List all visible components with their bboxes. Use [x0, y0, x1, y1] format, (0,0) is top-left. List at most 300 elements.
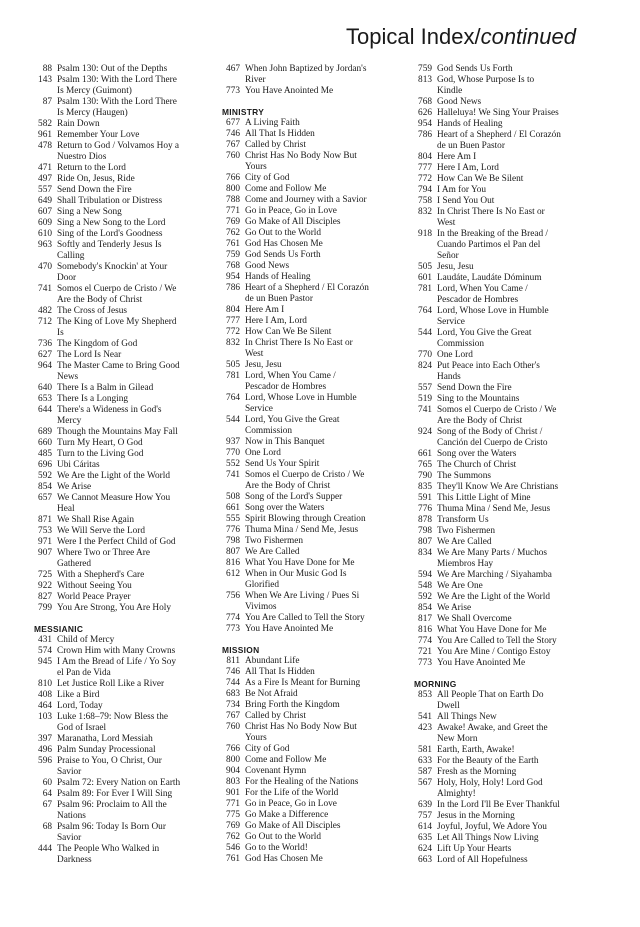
hymn-number: 774 — [418, 636, 432, 646]
hymn-title: Here I Am, Lord — [437, 163, 499, 173]
hymn-title-continued: de un Buen Pastor — [245, 294, 313, 304]
index-entry — [414, 185, 584, 196]
hymn-title: For the Healing of the Nations — [245, 777, 359, 787]
hymn-title: Jesu, Jesu — [245, 360, 282, 370]
hymn-title-block — [437, 427, 584, 438]
hymn-title-continued: Señor — [437, 251, 459, 261]
hymn-title: Turn to the Living God — [57, 449, 144, 459]
hymn-title-continued: News — [57, 372, 79, 382]
index-entry — [222, 525, 394, 536]
hymn-title-continued: Darkness — [57, 855, 92, 865]
hymn-title: Were I the Perfect Child of God — [57, 537, 176, 547]
hymn-title-block — [245, 503, 394, 514]
hymn-title: Turn My Heart, O God — [57, 438, 143, 448]
index-entry — [414, 658, 584, 669]
index-entry — [34, 449, 202, 460]
index-entry — [222, 250, 394, 261]
hymn-title-continued: Cuando Partimos el Pan del — [437, 240, 541, 250]
index-entry — [414, 515, 584, 526]
hymn-number: 594 — [418, 570, 432, 580]
hymn-title: God, Whose Purpose Is to — [437, 75, 535, 85]
hymn-title-block — [437, 625, 584, 636]
hymn-number: 765 — [418, 460, 432, 470]
hymn-title-continued: Is Mercy (Guimont) — [57, 86, 132, 96]
hymn-number: 770 — [226, 448, 240, 458]
hymn-title: Awake! Awake, and Greet the — [437, 723, 548, 733]
hymn-title-block — [57, 240, 202, 251]
hymn-title-block — [437, 548, 584, 559]
hymn-title-block — [245, 624, 394, 635]
hymn-title-block — [437, 273, 584, 284]
index-entry — [34, 130, 202, 141]
hymn-number: 771 — [226, 206, 240, 216]
hymn-title: Hands of Healing — [245, 272, 311, 282]
hymn-title-block — [437, 537, 584, 548]
index-entry — [34, 361, 202, 372]
hymn-number: 954 — [418, 119, 432, 129]
hymn-number: 769 — [226, 217, 240, 227]
hymn-title: Luke 1:68–79: Now Bless the — [57, 712, 169, 722]
index-entry — [414, 163, 584, 174]
hymn-title: We Will Serve the Lord — [57, 526, 146, 536]
hymn-number: 786 — [418, 130, 432, 140]
hymn-number: 804 — [226, 305, 240, 315]
hymn-number: 781 — [226, 371, 240, 381]
hymn-title-block — [245, 547, 394, 558]
index-entry — [34, 570, 202, 581]
hymn-title-block — [245, 536, 394, 547]
hymn-title-block — [245, 821, 394, 832]
hymn-number: 574 — [38, 646, 52, 656]
hymn-title-block — [245, 799, 394, 810]
index-entry — [222, 272, 394, 283]
hymn-number: 777 — [418, 163, 432, 173]
index-entry — [34, 548, 202, 559]
index-entry — [34, 240, 202, 251]
index-entry — [222, 118, 394, 129]
hymn-title-block — [57, 712, 202, 723]
hymn-number: 640 — [38, 383, 52, 393]
hymn-number: 834 — [418, 548, 432, 558]
hymn-title: I Am for You — [437, 185, 487, 195]
hymn-title: The Church of Christ — [437, 460, 517, 470]
hymn-number: 592 — [418, 592, 432, 602]
hymn-number: 567 — [418, 778, 432, 788]
index-entry — [34, 163, 202, 174]
hymn-number: 660 — [38, 438, 52, 448]
hymn-title-block — [437, 570, 584, 581]
hymn-title: Come and Follow Me — [245, 755, 327, 765]
hymn-title-block — [57, 756, 202, 767]
hymn-title-block — [245, 459, 394, 470]
hymn-number: 798 — [418, 526, 432, 536]
hymn-title-block — [437, 405, 584, 416]
hymn-number: 816 — [418, 625, 432, 635]
hymn-number: 663 — [418, 855, 432, 865]
hymn-title-block — [245, 700, 394, 711]
hymn-number: 696 — [38, 460, 52, 470]
hymn-title-block — [245, 448, 394, 459]
hymn-title-block — [437, 383, 584, 394]
index-entry — [222, 558, 394, 569]
hymn-title-block — [57, 361, 202, 372]
hymn-title: There Is a Longing — [57, 394, 128, 404]
hymn-title-block — [245, 239, 394, 250]
hymn-title: Maranatha, Lord Messiah — [57, 734, 153, 744]
hymn-title-block — [245, 788, 394, 799]
index-entry — [414, 427, 584, 438]
hymn-title: Hands of Healing — [437, 119, 503, 129]
hymn-title-block — [437, 658, 584, 669]
hymn-title: How Can We Be Silent — [245, 327, 332, 337]
hymn-title: All People That on Earth Do — [437, 690, 544, 700]
hymn-title: You Have Anointed Me — [245, 624, 334, 634]
hymn-title: Lift Up Your Hearts — [437, 844, 512, 854]
hymn-title: Ride On, Jesus, Ride — [57, 174, 135, 184]
index-column-1 — [34, 64, 202, 866]
hymn-title-block — [245, 316, 394, 327]
hymn-number: 60 — [42, 778, 52, 788]
hymn-title-continued: Yours — [245, 162, 267, 172]
hymn-number: 766 — [226, 744, 240, 754]
hymn-title: Thuma Mina / Send Me, Jesus — [245, 525, 359, 535]
index-entry — [414, 174, 584, 185]
index-entry — [414, 614, 584, 625]
hymn-title: City of God — [245, 173, 290, 183]
hymn-number: 827 — [38, 592, 52, 602]
hymn-number: 610 — [38, 229, 52, 239]
index-entry — [414, 548, 584, 559]
hymn-title: Remember Your Love — [57, 130, 140, 140]
hymn-number: 485 — [38, 449, 52, 459]
hymn-title: You Are Mine / Contigo Estoy — [437, 647, 551, 657]
hymn-title-continued: Are the Body of Christ — [245, 481, 331, 491]
hymn-title: You Have Anointed Me — [245, 86, 334, 96]
index-entry — [34, 471, 202, 482]
index-entry — [34, 350, 202, 361]
index-entry — [414, 229, 584, 240]
index-entry — [222, 613, 394, 624]
hymn-number: 961 — [38, 130, 52, 140]
hymn-title: Fresh as the Morning — [437, 767, 517, 777]
hymn-title: We Are the Light of the World — [437, 592, 550, 602]
index-entry — [222, 810, 394, 821]
index-entry — [34, 218, 202, 229]
hymn-number: 423 — [418, 723, 432, 733]
index-entry — [414, 855, 584, 866]
index-entry — [222, 228, 394, 239]
hymn-title-block — [245, 678, 394, 689]
index-entry — [222, 766, 394, 777]
hymn-title: Psalm 72: Every Nation on Earth — [57, 778, 181, 788]
hymn-title-continued: Are the Body of Christ — [437, 416, 523, 426]
hymn-title: Lord of All Hopefulness — [437, 855, 528, 865]
hymn-title-block — [245, 173, 394, 184]
hymn-number: 767 — [226, 711, 240, 721]
hymn-title: Lord, You Give the Great — [245, 415, 340, 425]
hymn-title: In Christ There Is No East or — [437, 207, 545, 217]
hymn-title: In the Lord I'll Be Ever Thankful — [437, 800, 560, 810]
hymn-title-block — [437, 130, 584, 141]
hymn-number: 467 — [226, 64, 240, 74]
hymn-title-block — [57, 844, 202, 855]
index-entry — [414, 636, 584, 647]
hymn-number: 689 — [38, 427, 52, 437]
hymn-number: 922 — [38, 581, 52, 591]
hymn-title: God Sends Us Forth — [437, 64, 513, 74]
index-entry — [222, 624, 394, 635]
hymn-title: Send Down the Fire — [57, 185, 132, 195]
hymn-number: 832 — [418, 207, 432, 217]
index-entry — [414, 811, 584, 822]
hymn-title: Go Out to the World — [245, 228, 322, 238]
hymn-number: 772 — [226, 327, 240, 337]
hymn-title-block — [437, 284, 584, 295]
index-entry — [34, 185, 202, 196]
hymn-title: Heart of a Shepherd / El Corazón — [437, 130, 561, 140]
hymn-title-block — [245, 305, 394, 316]
index-entry — [414, 108, 584, 119]
index-entry — [34, 800, 202, 811]
hymn-number: 807 — [418, 537, 432, 547]
index-entry — [222, 261, 394, 272]
hymn-title-block — [57, 460, 202, 471]
hymn-number: 519 — [418, 394, 432, 404]
hymn-number: 744 — [226, 678, 240, 688]
hymn-number: 813 — [418, 75, 432, 85]
hymn-title-block — [437, 504, 584, 515]
hymn-number: 798 — [226, 536, 240, 546]
index-entry — [34, 306, 202, 317]
index-entry — [34, 822, 202, 833]
hymn-title-block — [437, 614, 584, 625]
hymn-title: City of God — [245, 744, 290, 754]
index-entry — [414, 712, 584, 723]
hymn-title-block — [245, 569, 394, 580]
hymn-title-continued: West — [245, 349, 264, 359]
hymn-title-block — [437, 119, 584, 130]
hymn-number: 552 — [226, 459, 240, 469]
hymn-title: The King of Love My Shepherd — [57, 317, 177, 327]
hymn-title: Song of the Lord's Supper — [245, 492, 343, 502]
hymn-number: 541 — [418, 712, 432, 722]
hymn-title-block — [437, 515, 584, 526]
hymn-number: 649 — [38, 196, 52, 206]
hymn-title: Covenant Hymn — [245, 766, 307, 776]
hymn-title-block — [57, 405, 202, 416]
index-entry — [414, 130, 584, 141]
hymn-title: Go Make of All Disciples — [245, 821, 341, 831]
index-entry — [222, 371, 394, 382]
hymn-title: Somos el Cuerpo de Cristo / We — [437, 405, 557, 415]
hymn-title: Come and Follow Me — [245, 184, 327, 194]
hymn-number: 964 — [38, 361, 52, 371]
hymn-number: 761 — [226, 854, 240, 864]
hymn-title: Good News — [437, 97, 482, 107]
hymn-title-block — [437, 526, 584, 537]
index-entry — [34, 482, 202, 493]
section-heading: MISSION — [222, 645, 260, 655]
index-entry — [414, 449, 584, 460]
hymn-title-block — [437, 460, 584, 471]
hymn-number: 746 — [226, 129, 240, 139]
index-entry — [414, 833, 584, 844]
hymn-number: 800 — [226, 755, 240, 765]
hymn-title-block — [437, 855, 584, 866]
index-entry — [222, 678, 394, 689]
hymn-title: Put Peace into Each Other's — [437, 361, 540, 371]
hymn-title-block — [245, 755, 394, 766]
index-entry — [222, 195, 394, 206]
hymn-number: 817 — [418, 614, 432, 624]
hymn-title-block — [437, 482, 584, 493]
hymn-title: Two Fishermen — [437, 526, 495, 536]
hymn-title: What You Have Done for Me — [437, 625, 547, 635]
index-entry — [34, 405, 202, 416]
hymn-title: The Kingdom of God — [57, 339, 138, 349]
hymn-title: Come and Journey with a Savior — [245, 195, 367, 205]
hymn-title-continued: Glorified — [245, 580, 280, 590]
index-entry — [34, 438, 202, 449]
hymn-number: 609 — [38, 218, 52, 228]
hymn-title: Softly and Tenderly Jesus Is — [57, 240, 162, 250]
hymn-title: Go Out to the World — [245, 832, 322, 842]
hymn-number: 626 — [418, 108, 432, 118]
index-entry — [222, 140, 394, 151]
hymn-title: Return to God / Volvamos Hoy a — [57, 141, 180, 151]
hymn-title-block — [437, 64, 584, 75]
hymn-title: Psalm 96: Today Is Born Our — [57, 822, 166, 832]
hymn-number: 143 — [38, 75, 52, 85]
index-entry — [414, 723, 584, 734]
hymn-number: 741 — [226, 470, 240, 480]
hymn-number: 800 — [226, 184, 240, 194]
index-entry — [414, 383, 584, 394]
hymn-number: 741 — [418, 405, 432, 415]
hymn-title: Somos el Cuerpo de Cristo / We — [245, 470, 365, 480]
index-entry — [222, 470, 394, 481]
hymn-title-block — [57, 306, 202, 317]
index-entry — [222, 503, 394, 514]
index-entry — [414, 361, 584, 372]
hymn-title: Go Make of All Disciples — [245, 217, 341, 227]
hymn-number: 88 — [42, 64, 52, 74]
hymn-title-block — [245, 206, 394, 217]
hymn-title: Joyful, Joyful, We Adore You — [437, 822, 547, 832]
hymn-number: 907 — [38, 548, 52, 558]
index-entry — [222, 832, 394, 843]
hymn-title-block — [57, 603, 202, 614]
hymn-number: 776 — [226, 525, 240, 535]
hymn-title-block — [437, 745, 584, 756]
index-entry — [34, 229, 202, 240]
hymn-title-block — [57, 64, 202, 75]
hymn-title: Somos el Cuerpo de Cristo / We — [57, 284, 177, 294]
hymn-title-block — [437, 636, 584, 647]
hymn-title-block — [245, 777, 394, 788]
index-entry — [34, 75, 202, 86]
hymn-number: 759 — [418, 64, 432, 74]
hymn-title-continued: Service — [245, 404, 273, 414]
index-column-2 — [222, 64, 394, 865]
hymn-number: 612 — [226, 569, 240, 579]
hymn-title-block — [57, 163, 202, 174]
hymn-title: You Have Anointed Me — [437, 658, 526, 668]
hymn-title-block — [245, 415, 394, 426]
hymn-title: We Are Called — [245, 547, 300, 557]
index-entry — [222, 86, 394, 97]
hymn-title-continued: Calling — [57, 251, 85, 261]
index-entry — [414, 350, 584, 361]
hymn-title-block — [437, 592, 584, 603]
hymn-title-block — [437, 756, 584, 767]
hymn-title-block — [437, 306, 584, 317]
hymn-title-continued: Heal — [57, 504, 75, 514]
hymn-number: 767 — [226, 140, 240, 150]
hymn-number: 759 — [226, 250, 240, 260]
hymn-title: Here Am I — [245, 305, 285, 315]
hymn-title-continued: Is — [57, 328, 64, 338]
hymn-number: 954 — [226, 272, 240, 282]
hymn-title-block — [437, 603, 584, 614]
hymn-title: Lord, When You Came / — [245, 371, 336, 381]
hymn-number: 444 — [38, 844, 52, 854]
hymn-title-block — [57, 196, 202, 207]
hymn-title: God Has Chosen Me — [245, 854, 323, 864]
index-entry — [222, 239, 394, 250]
index-entry — [34, 537, 202, 548]
hymn-title-continued: Pescador de Hombres — [245, 382, 327, 392]
hymn-title: Lord, When You Came / — [437, 284, 528, 294]
hymn-title: Let All Things Now Living — [437, 833, 539, 843]
hymn-title-block — [437, 493, 584, 504]
hymn-title-block — [245, 338, 394, 349]
hymn-title: Thuma Mina / Send Me, Jesus — [437, 504, 551, 514]
index-entry — [34, 339, 202, 350]
hymn-title-block — [57, 515, 202, 526]
hymn-title: Halleluya! We Sing Your Praises — [437, 108, 559, 118]
hymn-title: All That Is Hidden — [245, 129, 315, 139]
hymn-title: You Are Strong, You Are Holy — [57, 603, 171, 613]
hymn-number: 741 — [38, 284, 52, 294]
hymn-title-block — [57, 800, 202, 811]
hymn-title: Sing a New Song — [57, 207, 122, 217]
index-entry — [34, 174, 202, 185]
hymn-title-block — [245, 250, 394, 261]
hymn-title: Somebody's Knockin' at Your — [57, 262, 168, 272]
hymn-title: Shall Tribulation or Distress — [57, 196, 163, 206]
hymn-title: Child of Mercy — [57, 635, 115, 645]
hymn-title: Psalm 89: For Ever I Will Sing — [57, 789, 173, 799]
hymn-title: A Living Faith — [245, 118, 300, 128]
hymn-number: 773 — [226, 624, 240, 634]
index-entry — [414, 526, 584, 537]
hymn-title: We Are the Light of the World — [57, 471, 170, 481]
hymn-title-block — [245, 283, 394, 294]
hymn-title-block — [57, 493, 202, 504]
hymn-number: 67 — [42, 800, 52, 810]
index-entry — [222, 547, 394, 558]
hymn-title-block — [245, 514, 394, 525]
hymn-title: We Arise — [437, 603, 472, 613]
hymn-number: 657 — [38, 493, 52, 503]
hymn-title-block — [57, 482, 202, 493]
index-entry — [34, 745, 202, 756]
index-entry — [222, 777, 394, 788]
index-entry — [414, 504, 584, 515]
hymn-title-continued: Pescador de Hombres — [437, 295, 519, 305]
hymn-title: There's a Wideness in God's — [57, 405, 162, 415]
